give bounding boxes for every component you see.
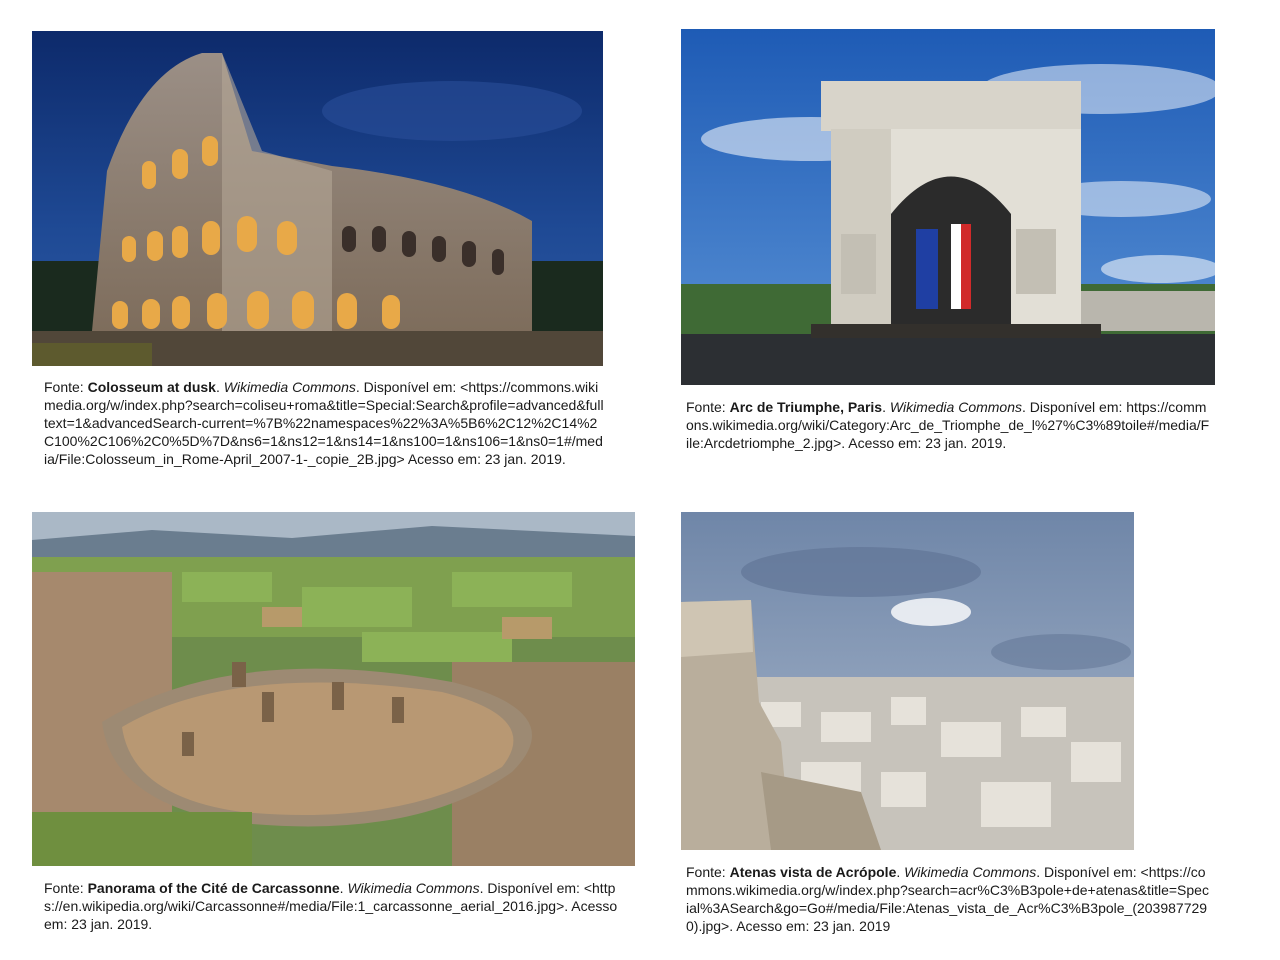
caption-reference: . Disponível em: <https://en.wikipedia.org/wiki/Carcassonne#/media/File:1_carcassonne_aerial_2016.jpg>. Acesso em: 23 jan. 2019. xyxy=(44,880,618,932)
caption-source: Wikimedia Commons xyxy=(904,864,1037,880)
caption-title: Arc de Triumphe, Paris xyxy=(729,399,883,415)
carcassonne-caption xyxy=(44,879,624,933)
caption-prefix: Fonte: xyxy=(686,864,730,880)
caption-separator: . xyxy=(896,864,905,880)
caption-source: Wikimedia Commons xyxy=(347,880,480,896)
caption-reference: . Disponível em: https://commons.wikimedia.org/wiki/Category:Arc_de_Triomphe_de_l%27%C3%89toile#/media/File:Arcdetriomphe_2.jpg>. Acesso em: 23 jan. 2019. xyxy=(686,399,1210,451)
caption-title: Colosseum at dusk xyxy=(87,379,216,395)
caption-prefix: Fonte: xyxy=(686,399,730,415)
athens-acropolis-photo xyxy=(681,512,1134,850)
caption-title: Panorama of the Cité de Carcassonne xyxy=(87,880,340,896)
caption-title: Atenas vista de Acrópole xyxy=(729,864,897,880)
caption-separator: . xyxy=(339,880,348,896)
carcassonne-photo xyxy=(32,512,635,866)
caption-separator: . xyxy=(215,379,224,395)
caption-prefix: Fonte: xyxy=(44,379,88,395)
colosseum-photo xyxy=(32,31,603,366)
caption-reference: . Disponível em: <https://commons.wikimedia.org/w/index.php?search=acr%C3%B3pole+de+atenas&title=Special%3ASearch&go=Go#/media/File:Atenas_vista_de_Acr%C3%B3pole_(2039877290).jpg>. Acesso em: 23 jan. 2019 xyxy=(686,864,1209,934)
caption-separator: . xyxy=(882,399,890,415)
caption-reference: . Disponível em: <https://commons.wikimedia.org/w/index.php?search=coliseu+roma&title=Special:Search&profile=advanced&fulltext=1&advancedSearch-current=%7B%22namespaces%22%3A%5B6%2C12%2C14%2C100%2C106%2C0%5D%7D&ns6=1&ns12=1&ns14=1&ns100=1&ns106=1&ns0=1#/media/File:Colosseum_in_Rome-April_2007-1-_copie_2B.jpg> Acesso em: 23 jan. 2019. xyxy=(44,379,604,467)
caption-prefix: Fonte: xyxy=(44,880,88,896)
arc-de-triomphe-photo xyxy=(681,29,1215,385)
colosseum-caption xyxy=(44,378,604,468)
athens-acropolis-caption xyxy=(686,863,1211,935)
caption-source: Wikimedia Commons xyxy=(889,399,1022,415)
arc-de-triomphe-caption xyxy=(686,398,1211,452)
caption-source: Wikimedia Commons xyxy=(223,379,356,395)
